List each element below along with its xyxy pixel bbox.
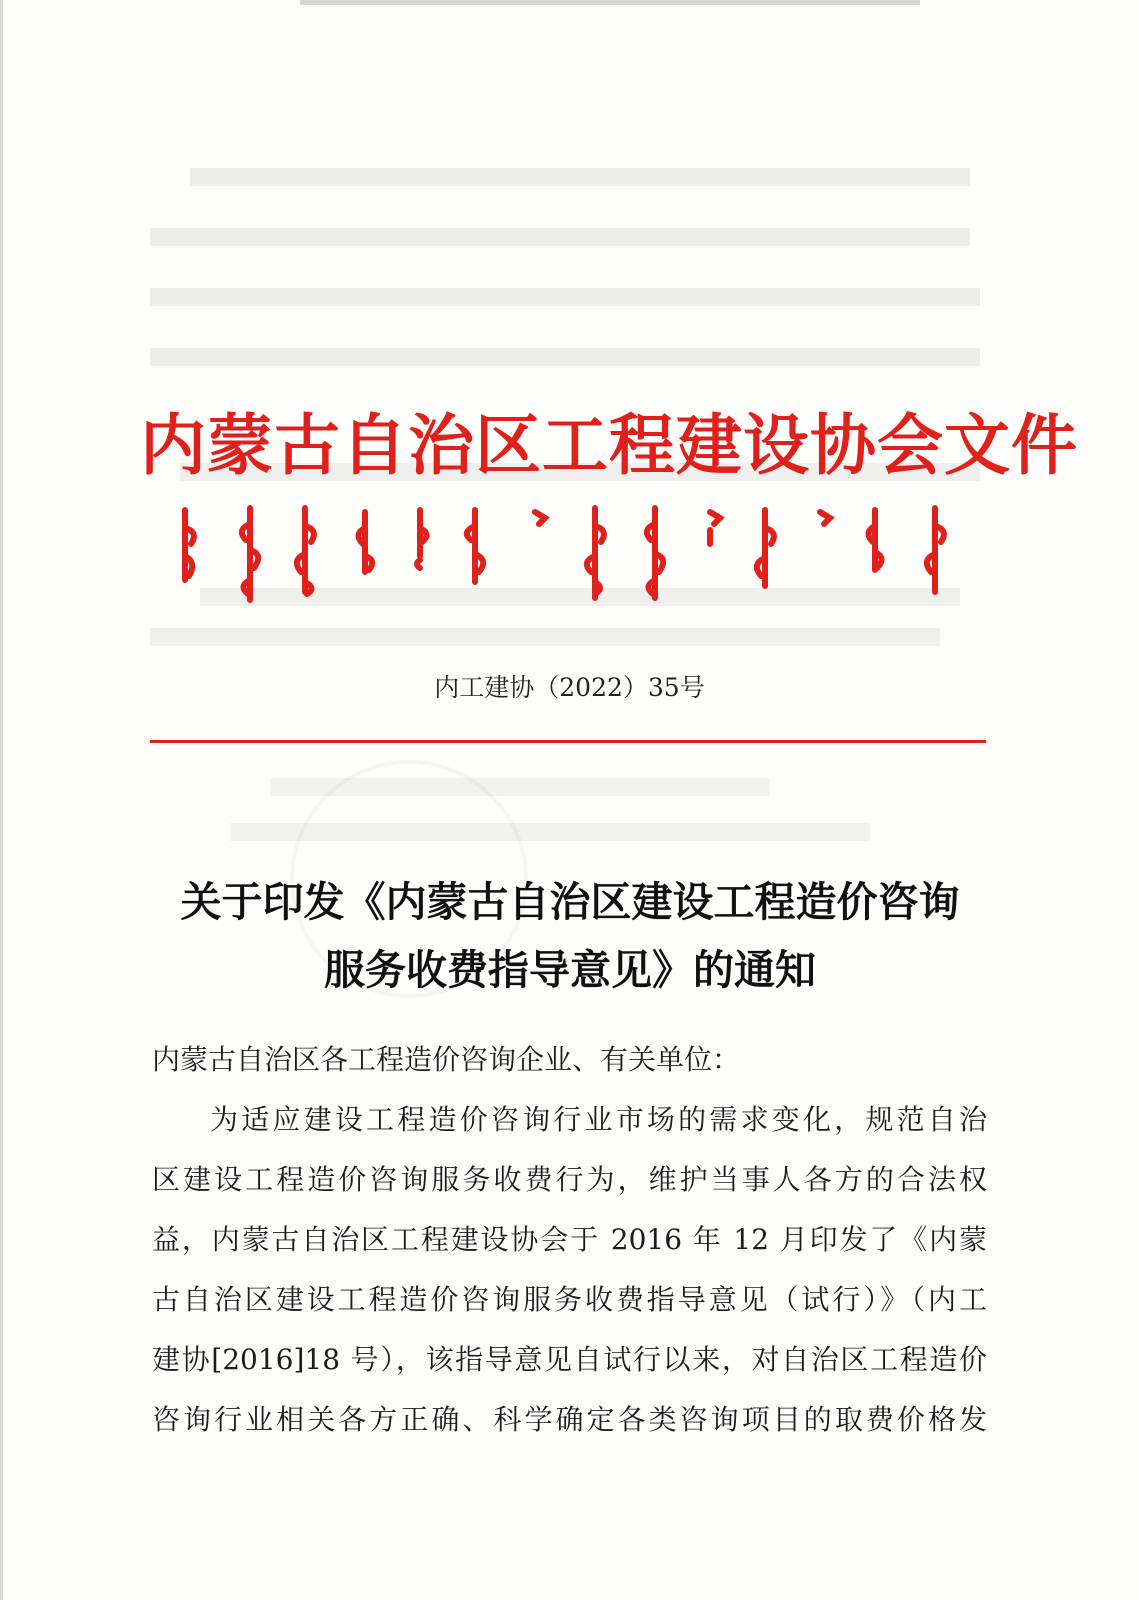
issuer-header-title: 内蒙古自治区工程建设协会文件 bbox=[140, 406, 1078, 484]
bleedthrough-line bbox=[150, 620, 990, 654]
body-line: 益，内蒙古自治区工程建设协会于 2016 年 12 月印发了《内蒙 bbox=[152, 1223, 987, 1256]
addressee-line: 内蒙古自治区各工程造价咨询企业、有关单位： bbox=[152, 1043, 741, 1076]
bleedthrough-line bbox=[150, 220, 990, 254]
body-line: 咨询行业相关各方正确、科学确定各类咨询项目的取费价格发 bbox=[152, 1403, 987, 1436]
bleedthrough-line bbox=[150, 770, 990, 804]
document-number: 内工建协（2022）35号 bbox=[434, 673, 705, 702]
body-line: 区建设工程造价咨询服务收费行为，维护当事人各方的合法权 bbox=[152, 1163, 987, 1196]
body-line: 为适应建设工程造价咨询行业市场的需求变化，规范自治 bbox=[210, 1103, 987, 1136]
bleedthrough-line bbox=[150, 280, 990, 314]
mongolian-script-header bbox=[165, 498, 975, 618]
bleedthrough-line bbox=[150, 340, 990, 374]
body-line: 建协[2016]18 号），该指导意见自试行以来，对自治区工程造价 bbox=[152, 1343, 987, 1376]
bleedthrough-line bbox=[150, 160, 990, 194]
red-divider-line bbox=[150, 740, 986, 743]
notice-title-line-2: 服务收费指导意见》的通知 bbox=[324, 946, 816, 994]
scan-edge bbox=[0, 0, 3, 1600]
notice-title bbox=[140, 868, 1000, 1004]
notice-body bbox=[152, 1030, 987, 1450]
scan-smudge bbox=[300, 0, 920, 5]
body-line: 古自治区建设工程造价咨询服务收费指导意见（试行）》（内工 bbox=[152, 1283, 987, 1316]
bleedthrough-line bbox=[150, 815, 990, 849]
notice-title-line-1: 关于印发《内蒙古自治区建设工程造价咨询 bbox=[180, 878, 960, 926]
